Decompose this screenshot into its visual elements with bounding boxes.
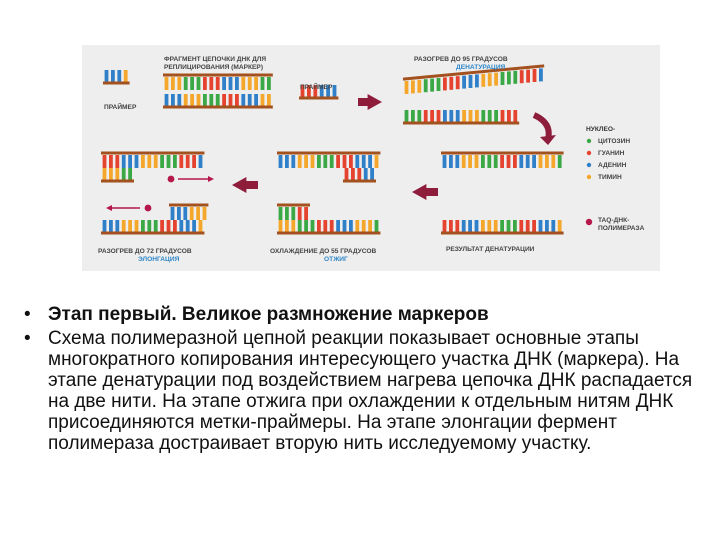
nucleotide bbox=[298, 207, 302, 220]
heat95-label: РАЗОГРЕВ ДО 95 ГРАДУСОВ bbox=[414, 56, 508, 63]
nucleotide bbox=[171, 77, 175, 90]
nucleotide bbox=[128, 168, 132, 181]
nucleotide bbox=[115, 168, 119, 181]
nucleotide bbox=[124, 70, 128, 83]
nucleotide bbox=[261, 77, 265, 90]
nucleotide bbox=[545, 155, 549, 168]
nucleotide bbox=[254, 77, 258, 90]
cool55-label: ОХЛАЖДЕНИЕ ДО 55 ГРАДУСОВ bbox=[270, 248, 377, 255]
nucleotide bbox=[558, 155, 562, 168]
nucleotide bbox=[111, 70, 115, 83]
nucleotide bbox=[507, 110, 511, 123]
nucleotide bbox=[405, 81, 409, 94]
nucleotide bbox=[103, 168, 107, 181]
nucleotide bbox=[456, 76, 460, 89]
legend-label-2: АДЕНИН bbox=[598, 162, 627, 169]
nucleotide bbox=[494, 220, 498, 233]
nucleotide bbox=[291, 207, 295, 220]
nucleotide bbox=[196, 207, 200, 220]
nucleotide bbox=[222, 94, 226, 107]
legend-label-1: ГУАНИН bbox=[598, 150, 625, 157]
nucleotide bbox=[179, 220, 183, 233]
nucleotide bbox=[430, 110, 434, 123]
nucleotide bbox=[364, 168, 368, 181]
nucleotide bbox=[405, 110, 409, 123]
nucleotide bbox=[501, 72, 505, 85]
nucleotide bbox=[481, 155, 485, 168]
nucleotide bbox=[285, 155, 289, 168]
primer-label-mid: ПРАЙМЕР bbox=[300, 84, 333, 91]
nucleotide bbox=[411, 80, 415, 93]
heat72-label: РАЗОГРЕВ ДО 72 ГРАДУСОВ bbox=[98, 248, 192, 255]
nucleotide bbox=[160, 155, 164, 168]
nucleotide bbox=[248, 77, 252, 90]
nucleotide bbox=[304, 220, 308, 233]
nucleotide bbox=[147, 220, 151, 233]
nucleotide bbox=[190, 94, 194, 107]
denaturation-label: ДЕНАТУРАЦИЯ bbox=[456, 64, 506, 71]
nucleotide bbox=[154, 220, 158, 233]
legend-polymerase-line2: ПОЛИМЕРАЗА bbox=[598, 225, 645, 232]
nucleotide bbox=[209, 94, 213, 107]
nucleotide bbox=[539, 155, 543, 168]
nucleotide bbox=[357, 168, 361, 181]
nucleotide bbox=[501, 110, 505, 123]
nucleotide bbox=[456, 110, 460, 123]
nucleotide bbox=[141, 155, 145, 168]
nucleotide bbox=[122, 220, 126, 233]
nucleotide bbox=[362, 220, 366, 233]
nucleotide bbox=[481, 220, 485, 233]
denaturation-result-label: РЕЗУЛЬТАТ ДЕНАТУРАЦИИ bbox=[446, 246, 535, 253]
nucleotide bbox=[241, 94, 245, 107]
nucleotide bbox=[411, 110, 415, 123]
backbone bbox=[101, 232, 204, 235]
nucleotide bbox=[165, 94, 169, 107]
nucleotide bbox=[475, 155, 479, 168]
nucleotide bbox=[336, 220, 340, 233]
nucleotide bbox=[304, 207, 308, 220]
nucleotide bbox=[279, 220, 283, 233]
legend-dot-1 bbox=[587, 151, 591, 155]
nucleotide bbox=[417, 110, 421, 123]
nucleotide bbox=[494, 73, 498, 86]
nucleotide bbox=[343, 155, 347, 168]
nucleotide bbox=[469, 110, 473, 123]
nucleotide bbox=[443, 155, 447, 168]
backbone bbox=[163, 106, 273, 109]
nucleotide bbox=[192, 220, 196, 233]
nucleotide bbox=[462, 110, 466, 123]
nucleotide bbox=[279, 207, 283, 220]
backbone bbox=[403, 122, 519, 125]
backbone bbox=[101, 180, 134, 183]
nucleotide bbox=[443, 220, 447, 233]
nucleotide bbox=[330, 155, 334, 168]
top-strand bbox=[163, 74, 273, 91]
nucleotide bbox=[513, 220, 517, 233]
nucleotide bbox=[229, 94, 233, 107]
nucleotide bbox=[203, 94, 207, 107]
backbone bbox=[277, 204, 310, 207]
nucleotide bbox=[475, 110, 479, 123]
backbone bbox=[441, 152, 564, 155]
pcr-diagram bbox=[82, 45, 660, 271]
nucleotide bbox=[443, 110, 447, 123]
nucleotide bbox=[526, 155, 530, 168]
nucleotide bbox=[186, 220, 190, 233]
nucleotide bbox=[345, 168, 349, 181]
legend-dot-2 bbox=[587, 163, 591, 167]
nucleotide bbox=[462, 76, 466, 89]
nucleotide bbox=[190, 77, 194, 90]
nucleotide bbox=[291, 155, 295, 168]
nucleotide bbox=[109, 220, 113, 233]
nucleotide bbox=[507, 155, 511, 168]
nucleotide bbox=[154, 155, 158, 168]
nucleotide bbox=[190, 207, 194, 220]
nucleotide bbox=[141, 220, 145, 233]
nucleotide bbox=[173, 155, 177, 168]
nucleotide bbox=[513, 155, 517, 168]
legend-polymerase-line1: TAQ-ДНК- bbox=[598, 217, 630, 224]
backbone bbox=[103, 82, 130, 85]
nucleotide bbox=[487, 155, 491, 168]
nucleotide bbox=[545, 220, 549, 233]
nucleotide bbox=[267, 94, 271, 107]
nucleotide bbox=[449, 155, 453, 168]
nucleotide bbox=[105, 70, 109, 83]
nucleotide bbox=[349, 220, 353, 233]
nucleotide bbox=[500, 155, 504, 168]
polymerase-bottom bbox=[145, 205, 152, 212]
elongation-label: ЭЛОНГАЦИЯ bbox=[138, 256, 180, 263]
nucleotide bbox=[368, 220, 372, 233]
nucleotide bbox=[462, 155, 466, 168]
nucleotide bbox=[254, 94, 258, 107]
nucleotide bbox=[333, 85, 337, 98]
nucleotide bbox=[437, 78, 441, 91]
nucleotide bbox=[519, 220, 523, 233]
backbone bbox=[441, 232, 564, 235]
nucleotide bbox=[109, 155, 113, 168]
nucleotide bbox=[122, 168, 126, 181]
nucleotide bbox=[183, 207, 187, 220]
nucleotide bbox=[475, 74, 479, 87]
nucleotide bbox=[115, 220, 119, 233]
nucleotide bbox=[437, 110, 441, 123]
nucleotide bbox=[417, 80, 421, 93]
nucleotide bbox=[539, 220, 543, 233]
nucleotide bbox=[216, 77, 220, 90]
bottom-strand bbox=[163, 94, 273, 109]
nucleotide bbox=[199, 220, 203, 233]
nucleotide bbox=[494, 110, 498, 123]
nucleotide bbox=[336, 155, 340, 168]
nucleotide bbox=[298, 155, 302, 168]
legend-label-0: ЦИТОЗИН bbox=[598, 138, 631, 145]
nucleotide bbox=[430, 79, 434, 92]
backbone bbox=[169, 204, 208, 207]
nucleotide bbox=[370, 168, 374, 181]
legend-dot-3 bbox=[587, 175, 591, 179]
legend-label-3: ТИМИН bbox=[598, 174, 622, 181]
nucleotide bbox=[165, 77, 169, 90]
nucleotide bbox=[449, 110, 453, 123]
nucleotide bbox=[167, 220, 171, 233]
nucleotide bbox=[355, 155, 359, 168]
nucleotide bbox=[285, 207, 289, 220]
nucleotide bbox=[209, 77, 213, 90]
nucleotide bbox=[177, 207, 181, 220]
nucleotide bbox=[507, 220, 511, 233]
nucleotide bbox=[311, 155, 315, 168]
nucleotide bbox=[494, 155, 498, 168]
elong-new-top bbox=[101, 168, 134, 183]
nucleotide bbox=[475, 220, 479, 233]
nucleotide bbox=[311, 220, 315, 233]
nucleotide bbox=[449, 77, 453, 90]
nucleotide bbox=[375, 155, 379, 168]
fragment-label-line1: ФРАГМЕНТ ЦЕПОЧКИ ДНК ДЛЯ bbox=[164, 56, 267, 63]
nucleotide bbox=[343, 220, 347, 233]
nucleotide bbox=[203, 77, 207, 90]
nucleotide bbox=[197, 94, 201, 107]
nucleotide bbox=[488, 110, 492, 123]
nucleotide bbox=[109, 168, 113, 181]
nucleotide bbox=[520, 70, 524, 83]
annealing-label: ОТЖИГ bbox=[324, 256, 348, 263]
nucleotide bbox=[171, 207, 175, 220]
nucleotide bbox=[469, 75, 473, 88]
nucleotide bbox=[177, 77, 181, 90]
nucleotide bbox=[349, 155, 353, 168]
nucleotide bbox=[526, 220, 530, 233]
nucleotide bbox=[526, 70, 530, 83]
backbone bbox=[163, 74, 273, 77]
nucleotide bbox=[261, 94, 265, 107]
nucleotide bbox=[481, 74, 485, 87]
legend-polymerase-dot bbox=[586, 219, 592, 225]
nucleotide bbox=[304, 155, 308, 168]
nucleotide bbox=[424, 79, 428, 92]
nucleotide bbox=[241, 77, 245, 90]
nucleotide bbox=[128, 220, 132, 233]
nucleotide bbox=[462, 220, 466, 233]
nucleotide bbox=[160, 220, 164, 233]
nucleotide bbox=[199, 155, 203, 168]
nucleotide bbox=[513, 71, 517, 84]
backbone bbox=[101, 152, 204, 155]
nucleotide bbox=[103, 220, 107, 233]
nucleotide bbox=[135, 220, 139, 233]
legend-dot-0 bbox=[587, 139, 591, 143]
primer-label-left: ПРАЙМЕР bbox=[104, 104, 137, 111]
nucleotide bbox=[443, 77, 447, 90]
bullet-title bbox=[22, 304, 714, 325]
backbone bbox=[277, 232, 380, 235]
nucleotide bbox=[449, 220, 453, 233]
nucleotide bbox=[317, 220, 321, 233]
nucleotide bbox=[551, 220, 555, 233]
nucleotide bbox=[279, 155, 283, 168]
nucleotide bbox=[539, 68, 543, 81]
nucleotide bbox=[368, 155, 372, 168]
backbone bbox=[299, 97, 338, 100]
nucleotide bbox=[375, 220, 379, 233]
nucleotide bbox=[103, 155, 107, 168]
nucleotide bbox=[173, 220, 177, 233]
nucleotide bbox=[115, 155, 119, 168]
nucleotide bbox=[298, 220, 302, 233]
backbone bbox=[343, 180, 376, 183]
nucleotide bbox=[558, 220, 562, 233]
nucleotide bbox=[147, 155, 151, 168]
nucleotide bbox=[184, 94, 188, 107]
nucleotide bbox=[197, 77, 201, 90]
nucleotide bbox=[203, 207, 207, 220]
nucleotide bbox=[330, 220, 334, 233]
slide-body-text: Схема полимеразной цепной реакции показывает основные этапы многократного копирования интересующего участка ДНК (маркера). На этапе денатурации под воздействием нагрева цепочка ДНК распадается на две нити. На этапе отжига при охлаждении к отдельным нитям ДНК присоединяются метки-праймеры. На этапе элонгации фермент полимераза достраивает вторую нить исследуемому участку. bbox=[48, 328, 693, 454]
nucleotide bbox=[455, 220, 459, 233]
nucleotide bbox=[117, 70, 121, 83]
nucleotide bbox=[500, 220, 504, 233]
nucleotide bbox=[186, 155, 190, 168]
nucleotide bbox=[532, 155, 536, 168]
nucleotide bbox=[488, 73, 492, 86]
anneal-primer-top bbox=[343, 168, 376, 183]
nucleotide bbox=[177, 94, 181, 107]
nucleotide bbox=[519, 155, 523, 168]
nucleotide bbox=[171, 94, 175, 107]
fragment-label-line2: РЕПЛИЦИРОВАНИЯ (МАРКЕР) bbox=[164, 64, 264, 71]
nucleotide bbox=[351, 168, 355, 181]
nucleotide bbox=[184, 77, 188, 90]
anneal-primer-bottom bbox=[277, 204, 310, 221]
nucleotide bbox=[229, 77, 233, 90]
backbone bbox=[277, 152, 380, 155]
nucleotide bbox=[135, 155, 139, 168]
nucleotide bbox=[216, 94, 220, 107]
polymerase-top bbox=[168, 176, 175, 183]
nucleotide bbox=[323, 220, 327, 233]
nucleotide bbox=[235, 94, 239, 107]
nucleotide bbox=[487, 220, 491, 233]
nucleotide bbox=[235, 77, 239, 90]
bullet-body bbox=[22, 328, 714, 454]
nucleotide bbox=[468, 220, 472, 233]
nucleotide bbox=[291, 220, 295, 233]
nucleotide bbox=[179, 155, 183, 168]
nucleotide bbox=[167, 155, 171, 168]
nucleotide bbox=[285, 220, 289, 233]
nucleotide bbox=[481, 110, 485, 123]
nucleotide bbox=[122, 155, 126, 168]
nucleotide bbox=[362, 155, 366, 168]
nucleotide bbox=[267, 77, 271, 90]
nucleotide bbox=[551, 155, 555, 168]
nucleotide bbox=[455, 155, 459, 168]
nucleotide bbox=[532, 220, 536, 233]
slide-heading: Этап первый. Великое размножение маркеров bbox=[48, 304, 489, 325]
nucleotide bbox=[323, 155, 327, 168]
nucleotide bbox=[192, 155, 196, 168]
nucleotide bbox=[355, 220, 359, 233]
nucleotide bbox=[507, 71, 511, 84]
nucleotide bbox=[424, 110, 428, 123]
nucleotide bbox=[317, 155, 321, 168]
bullet-list bbox=[22, 304, 714, 457]
nucleotide bbox=[468, 155, 472, 168]
nucleotide bbox=[533, 69, 537, 82]
nucleotide bbox=[222, 77, 226, 90]
nucleotide bbox=[128, 155, 132, 168]
legend-title: НУКЛЕО- bbox=[586, 126, 616, 133]
nucleotide bbox=[248, 94, 252, 107]
nucleotide bbox=[513, 110, 517, 123]
